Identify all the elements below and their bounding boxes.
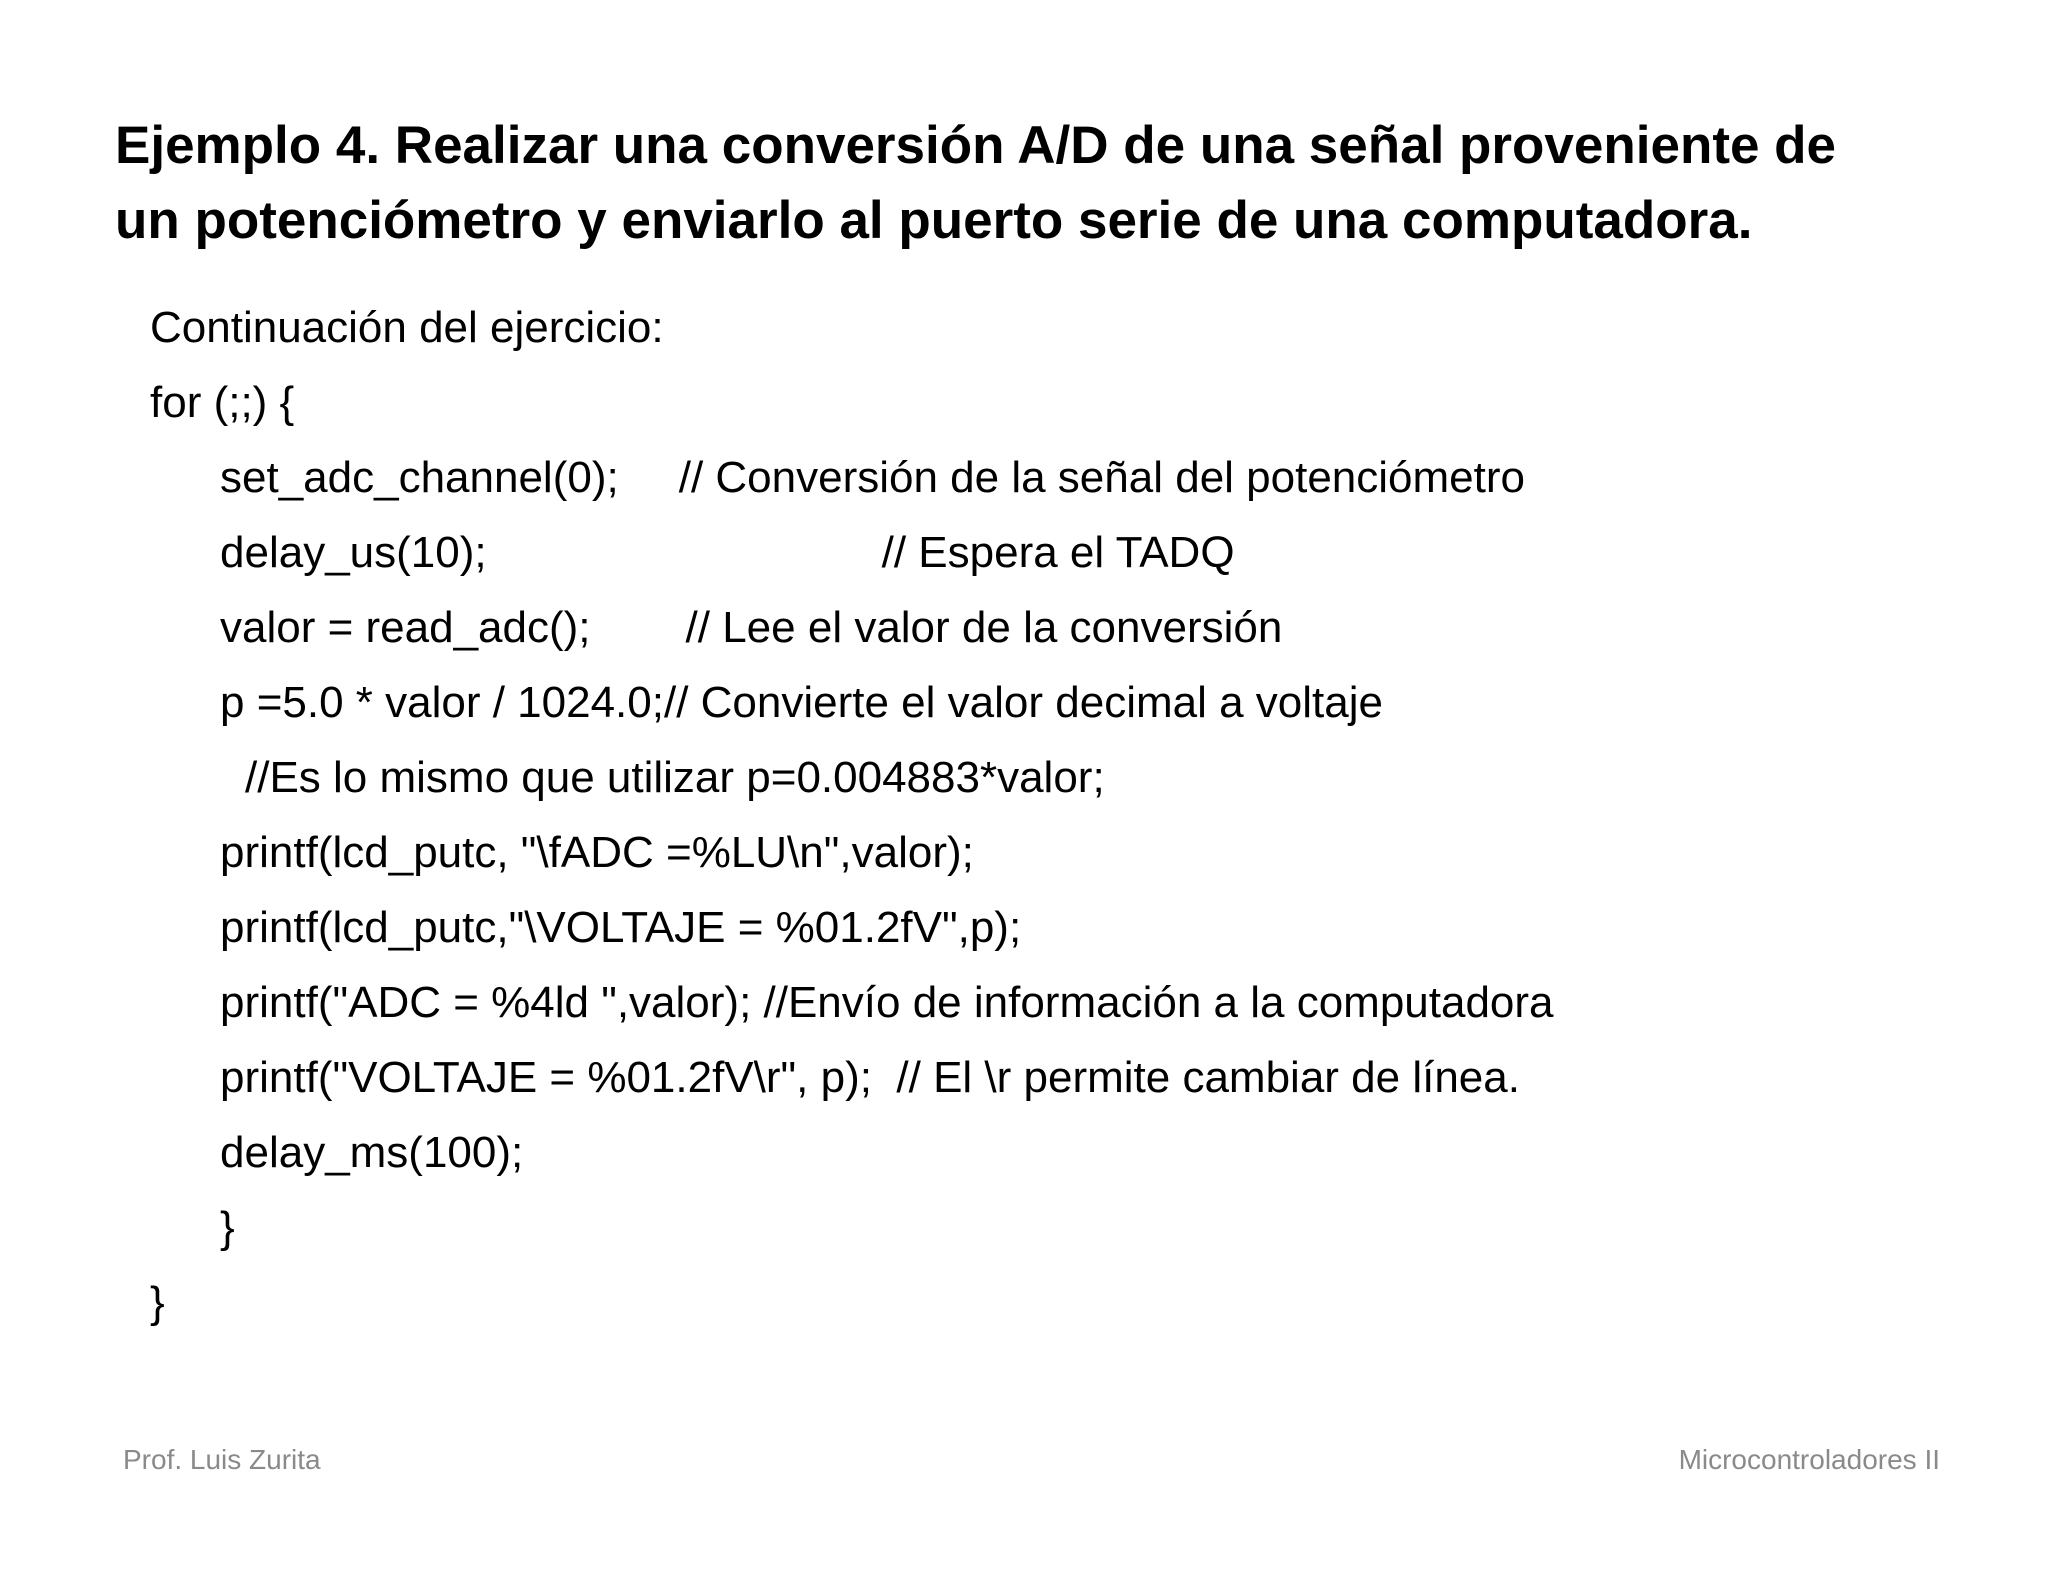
code-lcd-voltage: printf(lcd_putc,"\VOLTAJE = %01.2fV",p);: [220, 903, 1022, 952]
code-outer-close: }: [150, 1278, 165, 1327]
intro-text: Continuación del ejercicio:: [150, 303, 664, 352]
code-voltage-alt-comment: //Es lo mismo que utilizar p=0.004883*valor;: [245, 753, 1105, 802]
code-line-set-channel: [150, 440, 1970, 515]
slide-title-line-2: un potenciómetro y enviarlo al puerto serie de una computadora.: [115, 191, 1753, 250]
code-loop-open: for (;;) {: [150, 378, 295, 427]
code-set-channel: set_adc_channel(0);: [220, 453, 619, 502]
code-voltage-calc: p =5.0 * valor / 1024.0;// Convierte el valor decimal a voltaje: [220, 678, 1383, 727]
code-line-delay-us: [150, 515, 1970, 590]
footer-author: Prof. Luis Zurita: [123, 1444, 321, 1475]
code-read-adc: valor = read_adc();: [220, 603, 591, 652]
code-inner-close: }: [220, 1203, 235, 1252]
code-serial-adc: printf("ADC = %4ld ",valor); //Envío de información a la computadora: [220, 978, 1554, 1027]
code-serial-voltage: printf("VOLTAJE = %01.2fV\r", p); // El \r permite cambiar de línea.: [220, 1053, 1520, 1102]
comment-delay-us: // Espera el TADQ: [881, 528, 1235, 577]
code-delay-ms: delay_ms(100);: [220, 1128, 524, 1177]
slide-content: [150, 290, 1970, 1340]
slide-title: [115, 108, 1975, 258]
comment-set-channel: // Conversión de la señal del potenciómetro: [678, 453, 1525, 502]
comment-read-adc: // Lee el valor de la conversión: [685, 603, 1283, 652]
code-lcd-adc: printf(lcd_putc, "\fADC =%LU\n",valor);: [220, 828, 974, 877]
code-delay-us: delay_us(10);: [220, 528, 487, 577]
code-line-read-adc: [150, 590, 1970, 665]
slide-title-line-1: Ejemplo 4. Realizar una conversión A/D de una señal proveniente de: [115, 116, 1837, 175]
footer-course: Microcontroladores II: [1678, 1444, 1940, 1475]
